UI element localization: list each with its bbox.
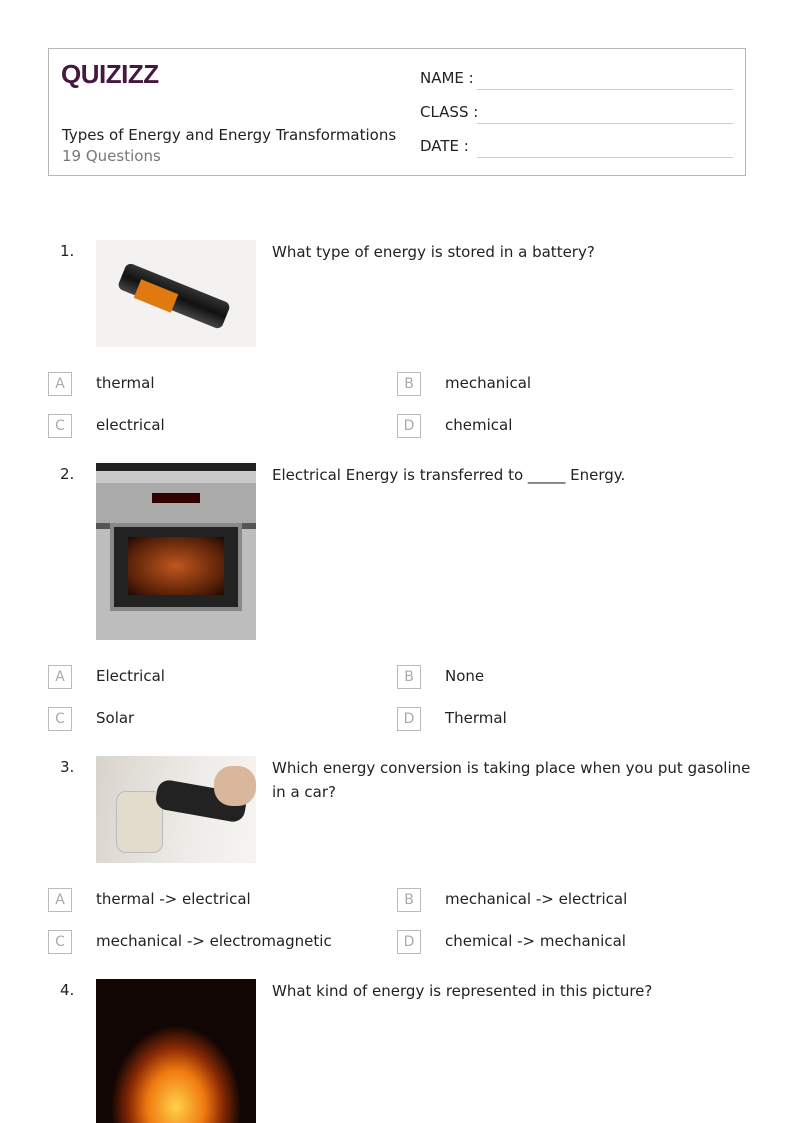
question-count: 19 Questions (62, 147, 161, 165)
question-number: 2. (60, 465, 75, 483)
option-letter-box: A (48, 665, 72, 689)
name-label: NAME : (420, 69, 474, 87)
oven-image (96, 463, 256, 640)
option-text: Electrical (96, 667, 165, 685)
question-text: Electrical Energy is transferred to _____ Energy. (272, 466, 626, 484)
date-field[interactable] (477, 157, 733, 158)
battery-image (96, 240, 256, 347)
option-text: thermal (96, 374, 155, 392)
question-text: What type of energy is stored in a battery? (272, 243, 595, 261)
question-number: 4. (60, 981, 75, 999)
option-text: Solar (96, 709, 135, 727)
option-text: chemical -> mechanical (445, 932, 626, 950)
option-letter-box: B (397, 372, 421, 396)
date-label: DATE : (420, 137, 469, 155)
quizizz-logo: QUIZIZZ (61, 59, 159, 89)
gas-pump-image (96, 756, 256, 863)
option-text: chemical (445, 416, 513, 434)
option-letter-box: D (397, 414, 421, 438)
question-number: 1. (60, 242, 75, 260)
worksheet-header (48, 48, 746, 176)
option-text: mechanical (445, 374, 532, 392)
option-text: None (445, 667, 485, 685)
option-letter-box: A (48, 372, 72, 396)
question-text: What kind of energy is represented in this picture? (272, 982, 653, 1000)
option-letter-box: A (48, 888, 72, 912)
class-label: CLASS : (420, 103, 479, 121)
option-text: electrical (96, 416, 165, 434)
option-text: Thermal (445, 709, 507, 727)
fire-image (96, 979, 256, 1123)
option-letter-box: B (397, 888, 421, 912)
option-text: mechanical -> electrical (445, 890, 628, 908)
question-number: 3. (60, 758, 75, 776)
class-field[interactable] (477, 123, 733, 124)
option-letter-box: C (48, 414, 72, 438)
option-text: thermal -> electrical (96, 890, 251, 908)
option-letter-box: C (48, 930, 72, 954)
option-letter-box: B (397, 665, 421, 689)
option-letter-box: D (397, 707, 421, 731)
question-text: Which energy conversion is taking place when you put gasoline in a car? (272, 759, 751, 801)
option-text: mechanical -> electromagnetic (96, 932, 332, 950)
worksheet-title: Types of Energy and Energy Transformations (62, 126, 397, 144)
name-field[interactable] (477, 89, 733, 90)
option-letter-box: D (397, 930, 421, 954)
option-letter-box: C (48, 707, 72, 731)
